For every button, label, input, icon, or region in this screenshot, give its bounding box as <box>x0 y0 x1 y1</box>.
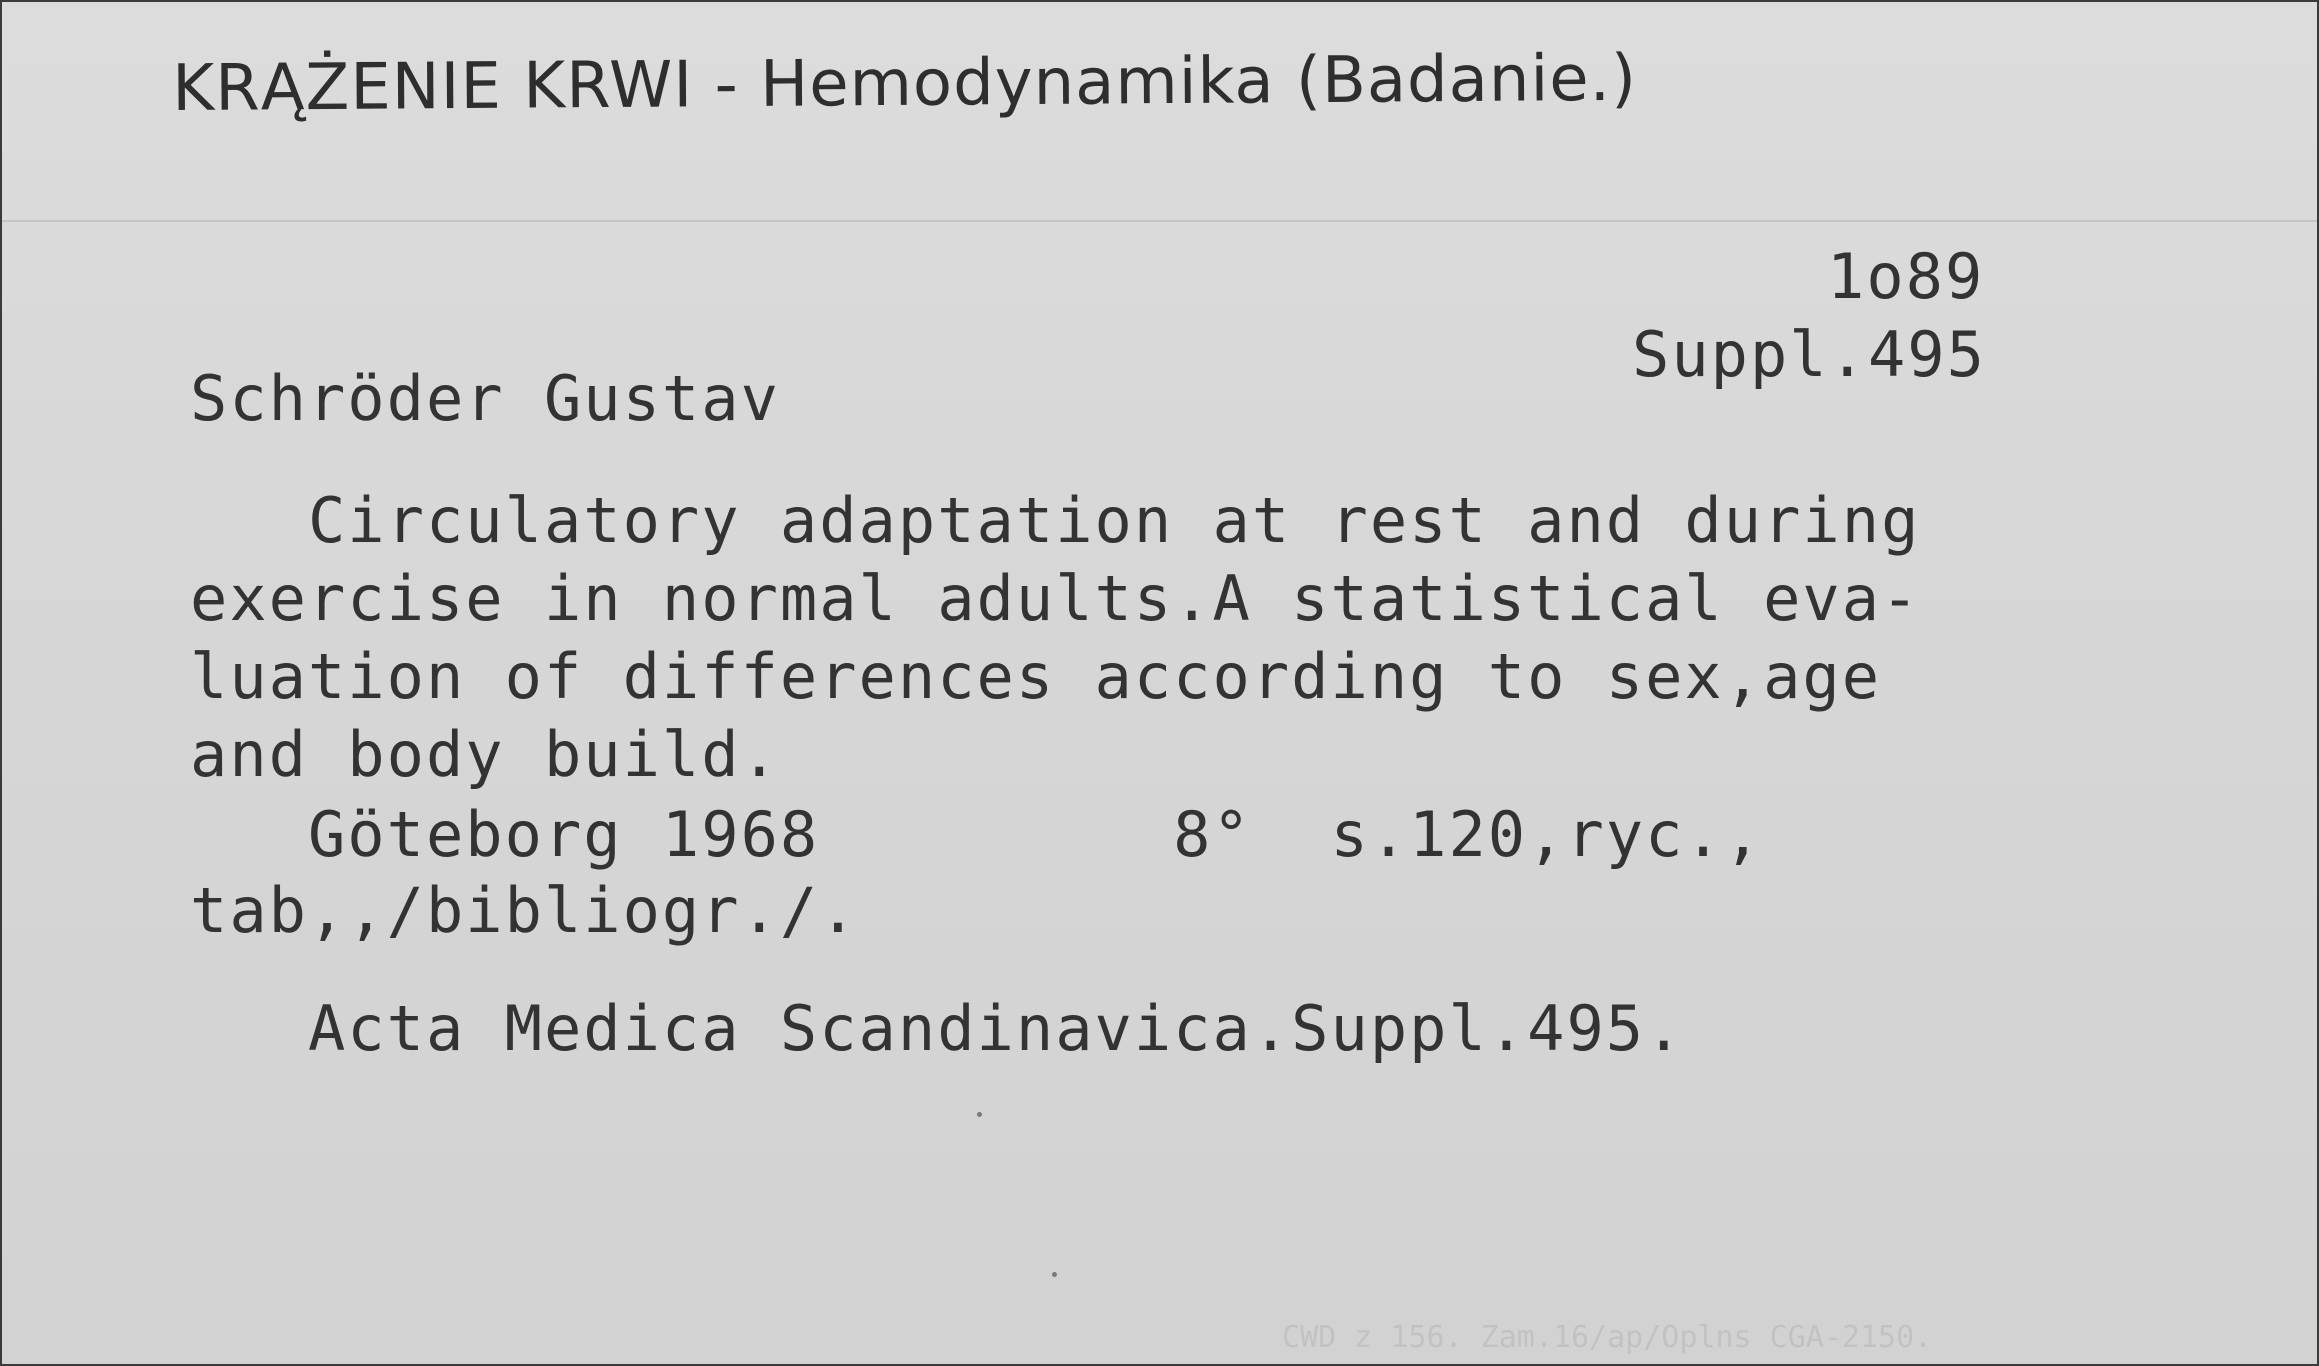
title-line-4: and body build. <box>190 718 780 791</box>
illustrations-line: tab,,/bibliogr./. <box>190 874 859 947</box>
author-name: Schröder Gustav <box>190 362 780 435</box>
ink-speck <box>977 1112 982 1117</box>
call-number: 1o89 <box>1827 240 1985 313</box>
imprint-line: Göteborg 1968 8° s.120,ryc., <box>190 798 1764 871</box>
ink-speck <box>1052 1272 1057 1277</box>
title-line-3: luation of differences according to sex,age <box>190 640 1882 713</box>
title-line-1: Circulatory adaptation at rest and during <box>190 484 1921 557</box>
footer-stamp: CWD z 156. Zam.16/ap/Oplns CGA-2150. <box>1282 1320 1933 1355</box>
card-ruled-line <box>2 220 2317 222</box>
call-number-supplement: Suppl.495 <box>1632 318 1986 391</box>
title-line-2: exercise in normal adults.A statistical eva- <box>190 562 1921 635</box>
subject-heading: KRĄŻENIE KRWI - Hemodynamika (Badanie.) <box>172 41 1638 126</box>
series-line: Acta Medica Scandinavica.Suppl.495. <box>190 992 1685 1065</box>
